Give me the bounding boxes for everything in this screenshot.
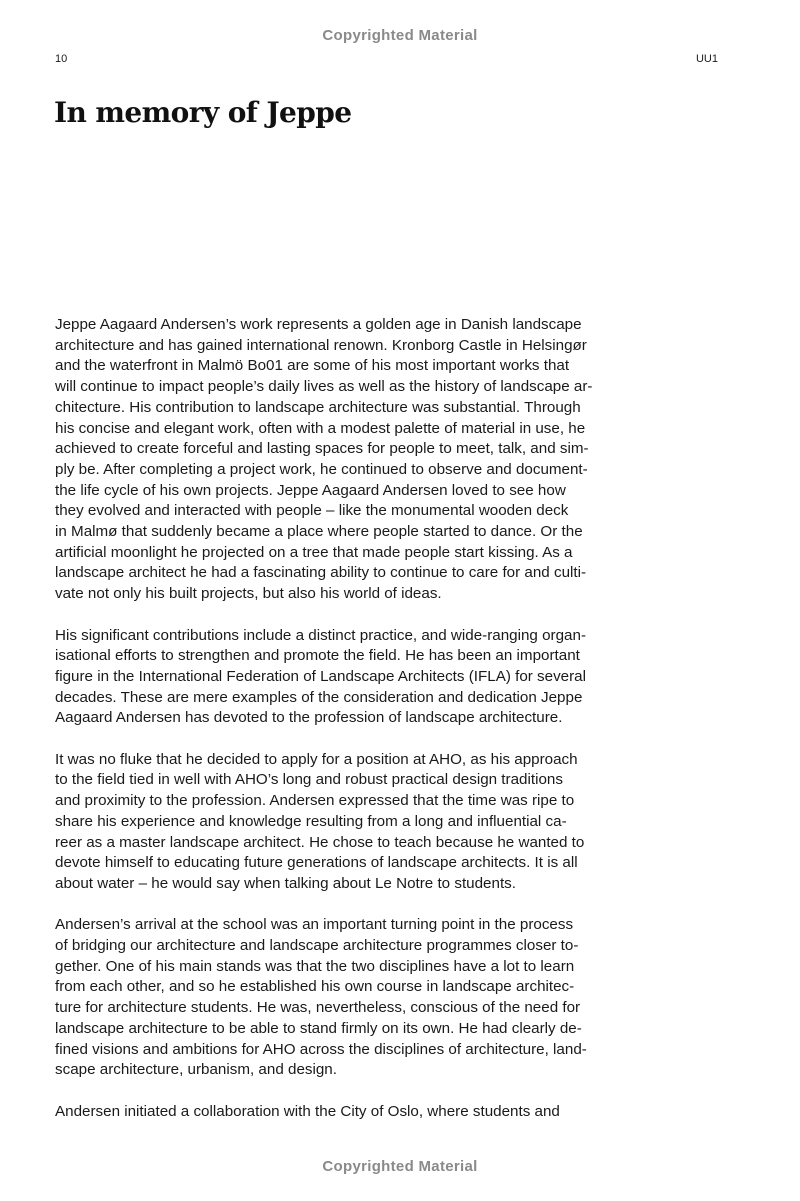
text-line: his concise and elegant work, often with a modest palette of material in use, he [55,419,586,437]
text-line: and the waterfront in Malmö Bo01 are some of his most important works that [55,357,570,375]
text-line: achieved to create forceful and lasting spaces for people to meet, talk, and sim- [55,440,589,458]
paragraph [55,750,607,895]
text-line: scape architecture, urbanism, and design. [55,1061,337,1079]
text-line: in Malmø that suddenly became a place where people started to dance. Or the [55,523,583,541]
text-line: share his experience and knowledge resulting from a long and influential ca- [55,812,567,830]
text-line: from each other, and so he established his own course in landscape architec- [55,978,575,996]
text-line: ply be. After completing a project work, he continued to observe and document- [55,460,588,478]
page-title: In memory of Jeppe [54,96,352,129]
text-line: architecture and has gained international renown. Kronborg Castle in Helsingør [55,336,587,354]
text-line: Jeppe Aagaard Andersen’s work represents a golden age in Danish landscape [55,316,582,333]
running-head: UU1 [695,53,718,65]
paragraph [55,915,607,1081]
text-line: landscape architect he had a fascinating ability to continue to care for and culti- [55,564,587,582]
text-line: reer as a master landscape architect. He chose to teach because he wanted to [55,833,585,851]
text-line: chitecture. His contribution to landscape architecture was substantial. Through [55,398,581,416]
text-line: artificial moonlight he projected on a tree that made people start kissing. As a [55,543,573,561]
paragraph [55,1102,607,1123]
paragraph [55,626,607,730]
text-line: of bridging our architecture and landscape architecture programmes closer to- [55,937,579,955]
text-line: devote himself to educating future generations of landscape architects. It is all [55,854,578,872]
text-line: will continue to impact people’s daily lives as well as the history of landscape ar- [55,378,593,396]
watermark-top: Copyrighted Material [322,27,478,44]
text-line: ture for architecture students. He was, nevertheless, conscious of the need for [55,999,581,1017]
text-line: they evolved and interacted with people – like the monumental wooden deck [55,502,569,520]
text-line: Andersen’s arrival at the school was an important turning point in the process [55,916,574,934]
text-line: Andersen initiated a collaboration with the City of Oslo, where students and [55,1102,560,1120]
text-line: fined visions and ambitions for AHO across the disciplines of architecture, land- [55,1040,587,1058]
text-line: about water – he would say when talking about Le Notre to students. [55,874,516,892]
text-line: the life cycle of his own projects. Jeppe Aagaard Andersen loved to see how [55,481,566,499]
text-line: His significant contributions include a distinct practice, and wide-ranging organ- [55,626,586,644]
text-line: vate not only his built projects, but also his world of ideas. [55,585,442,603]
text-line: It was no fluke that he decided to apply for a position at AHO, as his approach [55,750,578,768]
body-text [55,315,607,1143]
text-line: Aagaard Andersen has devoted to the profession of landscape architecture. [55,709,563,727]
text-line: decades. These are mere examples of the consideration and dedication Jeppe [55,688,583,706]
page-number: 10 [55,53,68,65]
paragraph [55,315,607,605]
watermark-bottom: Copyrighted Material [322,1158,478,1175]
text-line: figure in the International Federation of Landscape Architects (IFLA) for several [55,667,587,685]
text-line: and proximity to the profession. Andersen expressed that the time was ripe to [55,792,575,810]
text-line: gether. One of his main stands was that the two disciplines have a lot to learn [55,957,575,975]
text-line: isational efforts to strengthen and promote the field. He has been an important [55,647,580,665]
text-line: landscape architecture to be able to stand firmly on its own. He had clearly de- [55,1019,582,1037]
text-line: to the field tied in well with AHO’s long and robust practical design traditions [55,771,563,789]
